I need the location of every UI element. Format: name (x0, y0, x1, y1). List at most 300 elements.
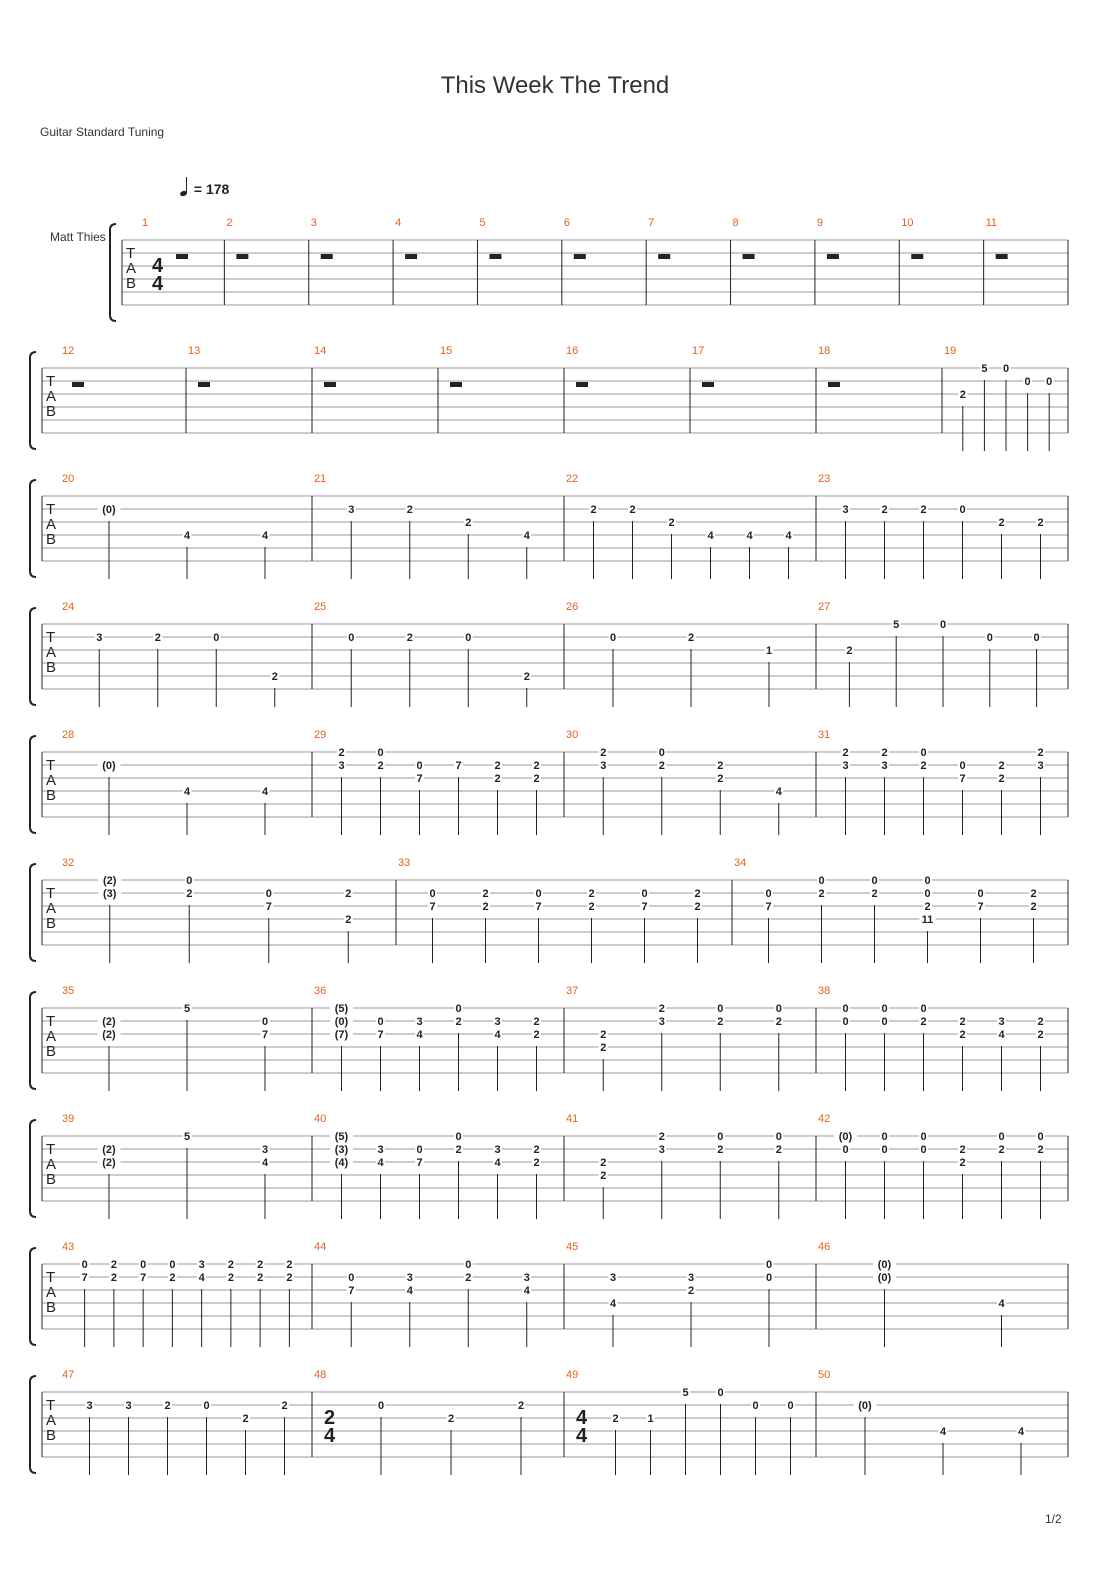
tab-clef-letter: B (46, 1171, 57, 1188)
fret-number: 2 (600, 1170, 607, 1182)
fret-number: 2 (465, 517, 472, 529)
fret-number: 7 (348, 1285, 355, 1297)
fret-number: 4 (1017, 1426, 1025, 1438)
measure-number: 40 (314, 1113, 327, 1125)
fret-number: 0 (416, 760, 423, 772)
measure-number: 50 (818, 1369, 831, 1381)
tab-clef-letter: T (46, 885, 56, 902)
time-signature-top: 2 (324, 1407, 336, 1429)
fret-number: 2 (338, 747, 345, 759)
tab-clef-letter: A (46, 388, 57, 405)
fret-number: 0 (465, 1259, 472, 1271)
whole-rest (198, 382, 210, 387)
fret-number: 2 (600, 1042, 607, 1054)
fret-number: 2 (588, 888, 595, 900)
tab-clef-letter: T (46, 1269, 56, 1286)
fret-number: 2 (169, 1272, 176, 1284)
fret-number: 3 (96, 632, 103, 644)
fret-number: 7 (959, 773, 966, 785)
fret-number: 2 (717, 1144, 724, 1156)
fret-number: 0 (787, 1400, 794, 1412)
measure-number: 31 (818, 729, 831, 741)
fret-number: 2 (871, 888, 878, 900)
measure-number: 14 (314, 345, 327, 357)
fret-number: 0 (377, 747, 384, 759)
measure-number: 38 (818, 985, 831, 997)
fret-number: 2 (533, 1157, 540, 1169)
fret-number: 0 (717, 1131, 724, 1143)
tab-clef-letter: A (46, 1156, 57, 1173)
song-title: This Week The Trend (440, 72, 670, 99)
fret-number: (2) (102, 1029, 116, 1041)
fret-number: 2 (668, 517, 675, 529)
measure-number: 47 (62, 1369, 75, 1381)
tab-clef-letter: B (46, 915, 57, 932)
fret-number: (0) (334, 1016, 349, 1028)
fret-number: 3 (338, 760, 345, 772)
tab-clef-letter: A (126, 260, 137, 277)
fret-number: 2 (406, 504, 413, 516)
fret-number: 0 (842, 1003, 849, 1015)
tab-clef-letter: B (46, 787, 57, 804)
whole-rest (576, 382, 588, 387)
fret-number: 0 (998, 1131, 1005, 1143)
tab-clef-letter: T (46, 501, 56, 518)
whole-rest (450, 382, 462, 387)
fret-number: 0 (265, 888, 272, 900)
measure-number: 35 (62, 985, 75, 997)
fret-number: 2 (533, 1029, 540, 1041)
fret-number: 0 (959, 760, 966, 772)
measure-number: 4 (395, 217, 402, 229)
fret-number: 2 (1037, 1144, 1044, 1156)
fret-number: 0 (842, 1016, 849, 1028)
measure-number: 49 (566, 1369, 579, 1381)
fret-number: 2 (959, 1016, 966, 1028)
tuning-label: Guitar Standard Tuning (40, 125, 165, 139)
fret-number: 2 (600, 1029, 607, 1041)
fret-number: 7 (429, 901, 436, 913)
tab-clef-letter: T (46, 629, 56, 646)
fret-number: 3 (523, 1272, 530, 1284)
fret-number: 2 (533, 773, 540, 785)
fret-number: 2 (406, 632, 413, 644)
time-signature-top: 4 (576, 1407, 588, 1429)
fret-number: 2 (818, 888, 825, 900)
tab-clef-letter: T (46, 757, 56, 774)
fret-number: 2 (846, 645, 853, 657)
fret-number: (2) (102, 1144, 116, 1156)
whole-rest (911, 254, 923, 259)
fret-number: (0) (858, 1400, 872, 1412)
measure-number: 15 (440, 345, 453, 357)
fret-number: 4 (494, 1157, 501, 1169)
time-signature-bottom: 4 (576, 1425, 588, 1447)
fret-number: 1 (647, 1413, 654, 1425)
fret-number: 2 (455, 1144, 462, 1156)
fret-number: 2 (1030, 901, 1037, 913)
fret-number: (2) (102, 1157, 116, 1169)
fret-number: 2 (920, 760, 927, 772)
fret-number: 3 (406, 1272, 413, 1284)
fret-number: 2 (775, 1144, 782, 1156)
fret-number: 0 (924, 875, 931, 887)
whole-rest (176, 254, 188, 259)
fret-number: 2 (588, 901, 595, 913)
fret-number: 2 (533, 760, 540, 772)
measure-number: 44 (314, 1241, 327, 1253)
fret-number: 2 (242, 1413, 249, 1425)
whole-rest (828, 382, 840, 387)
measure-number: 42 (818, 1113, 831, 1125)
fret-number: 3 (842, 760, 849, 772)
whole-rest (743, 254, 755, 259)
fret-number: 0 (377, 1400, 385, 1412)
fret-number: 0 (818, 875, 825, 887)
fret-number: 7 (377, 1029, 384, 1041)
tab-clef-letter: B (46, 531, 57, 548)
whole-rest (827, 254, 839, 259)
tab-clef-letter: B (126, 275, 137, 292)
fret-number: 2 (455, 1016, 462, 1028)
whole-rest (405, 254, 417, 259)
fret-number: 0 (81, 1259, 88, 1271)
fret-number: 3 (658, 1144, 665, 1156)
fret-number: 2 (998, 517, 1005, 529)
fret-number: 0 (920, 747, 927, 759)
whole-rest (321, 254, 333, 259)
fret-number: 0 (169, 1259, 176, 1271)
fret-number: 0 (429, 888, 436, 900)
tab-clef-letter: A (46, 516, 57, 533)
fret-number: 2 (658, 1131, 665, 1143)
whole-rest (489, 254, 501, 259)
fret-number: 4 (261, 1157, 269, 1169)
whole-rest (574, 254, 586, 259)
fret-number: 5 (183, 1003, 191, 1015)
fret-number: 0 (920, 1003, 927, 1015)
fret-number: 0 (1033, 632, 1040, 644)
fret-number: 0 (765, 1272, 773, 1284)
fret-number: 4 (775, 786, 782, 798)
fret-number: 3 (842, 504, 849, 516)
fret-number: 0 (1002, 363, 1010, 375)
track-name: Matt Thies (50, 230, 106, 244)
fret-number: 0 (1037, 1131, 1044, 1143)
fret-number: 0 (775, 1131, 782, 1143)
fret-number: 0 (775, 1003, 782, 1015)
system-bracket (30, 1120, 36, 1217)
fret-number: (7) (334, 1029, 349, 1041)
fret-number: 0 (871, 875, 878, 887)
fret-number: (0) (877, 1272, 892, 1284)
fret-number: 3 (494, 1144, 501, 1156)
fret-number: 0 (658, 747, 665, 759)
fret-number: 4 (183, 786, 191, 798)
fret-number: 4 (707, 530, 714, 542)
measure-number: 24 (62, 601, 75, 613)
measure-number: 20 (62, 473, 75, 485)
fret-number: 2 (998, 760, 1005, 772)
fret-number: 2 (842, 747, 849, 759)
measure-number: 7 (648, 217, 655, 229)
fret-number: 3 (198, 1259, 205, 1271)
tab-clef-letter: A (46, 644, 57, 661)
tab-clef-letter: T (46, 373, 56, 390)
fret-number: 7 (641, 901, 648, 913)
fret-number: 2 (377, 760, 384, 772)
fret-number: 2 (658, 1003, 665, 1015)
fret-number: 0 (140, 1259, 147, 1271)
fret-number: 4 (609, 1298, 617, 1310)
fret-number: 2 (533, 1016, 540, 1028)
fret-number: 0 (609, 632, 617, 644)
fret-number: 3 (125, 1400, 132, 1412)
fret-number: 0 (924, 888, 931, 900)
fret-number: 0 (752, 1400, 759, 1412)
fret-number: 0 (455, 1003, 462, 1015)
fret-number: 4 (998, 1029, 1005, 1041)
fret-number: 2 (717, 1016, 724, 1028)
measure-number: 37 (566, 985, 579, 997)
fret-number: 0 (348, 1272, 355, 1284)
measure-number: 30 (566, 729, 579, 741)
fret-number: 4 (416, 1029, 423, 1041)
fret-number: 0 (717, 1387, 724, 1399)
fret-number: 2 (257, 1259, 264, 1271)
fret-number: 0 (186, 875, 193, 887)
time-signature-bottom: 4 (324, 1425, 336, 1447)
fret-number: 0 (203, 1400, 210, 1412)
measure-number: 34 (734, 857, 747, 869)
tab-clef-letter: T (126, 245, 136, 262)
fret-number: 4 (523, 1285, 530, 1297)
whole-rest (72, 382, 84, 387)
fret-number: 2 (1037, 1029, 1044, 1041)
fret-number: 0 (881, 1131, 888, 1143)
fret-number: 0 (920, 1144, 927, 1156)
measure-number: 8 (732, 217, 739, 229)
fret-number: 4 (261, 786, 269, 798)
tab-clef-letter: B (46, 1427, 57, 1444)
fret-number: 2 (110, 1272, 117, 1284)
fret-number: 5 (981, 363, 988, 375)
fret-number: 2 (959, 1029, 966, 1041)
fret-number: 2 (1037, 517, 1044, 529)
fret-number: 3 (416, 1016, 423, 1028)
fret-number: (0) (102, 760, 116, 772)
fret-number: 3 (1037, 760, 1044, 772)
fret-number: 7 (81, 1272, 88, 1284)
fret-number: 0 (986, 632, 993, 644)
system-bracket (30, 1248, 36, 1345)
fret-number: 4 (198, 1272, 205, 1284)
fret-number: 2 (281, 1400, 288, 1412)
whole-rest (702, 382, 714, 387)
measure-number: 17 (692, 345, 705, 357)
fret-number: 0 (1046, 376, 1053, 388)
fret-number: 2 (600, 1157, 607, 1169)
measure-number: 6 (563, 217, 570, 229)
measure-number: 19 (944, 345, 957, 357)
fret-number: 11 (921, 914, 934, 926)
measure-number: 23 (818, 473, 831, 485)
time-signature-bottom: 4 (152, 273, 164, 295)
system-bracket (30, 1376, 36, 1473)
fret-number: 7 (261, 1029, 269, 1041)
measure-number: 25 (314, 601, 327, 613)
fret-number: 2 (257, 1272, 264, 1284)
measure-number: 48 (314, 1369, 327, 1381)
measure-number: 3 (310, 217, 317, 229)
fret-number: (3) (334, 1144, 349, 1156)
fret-number: 2 (227, 1259, 234, 1271)
fret-number: 0 (535, 888, 542, 900)
fret-number: 2 (447, 1413, 455, 1425)
fret-number: 2 (227, 1272, 234, 1284)
fret-number: 3 (881, 760, 888, 772)
whole-rest (236, 254, 248, 259)
fret-number: 2 (482, 888, 489, 900)
fret-number: 7 (455, 760, 462, 772)
fret-number: 0 (348, 632, 355, 644)
fret-number: 2 (286, 1259, 293, 1271)
fret-number: 0 (641, 888, 648, 900)
fret-number: 4 (494, 1029, 501, 1041)
whole-rest (658, 254, 670, 259)
fret-number: 0 (765, 888, 772, 900)
fret-number: 2 (154, 632, 161, 644)
tab-clef-letter: A (46, 1412, 57, 1429)
fret-number: 2 (959, 1144, 966, 1156)
measure-number: 28 (62, 729, 75, 741)
measure-number: 9 (816, 217, 824, 229)
measure-number: 2 (226, 217, 233, 229)
fret-number: 2 (717, 760, 724, 772)
tab-clef-letter: A (46, 772, 57, 789)
fret-number: (4) (334, 1157, 349, 1169)
measure-number: 36 (314, 985, 327, 997)
fret-number: 3 (261, 1144, 269, 1156)
fret-number: 3 (86, 1400, 93, 1412)
whole-rest (324, 382, 336, 387)
fret-number: 2 (517, 1400, 525, 1412)
fret-number: 2 (271, 671, 278, 683)
fret-number: 7 (416, 773, 423, 785)
fret-number: (0) (838, 1131, 853, 1143)
fret-number: 3 (377, 1144, 384, 1156)
tab-clef-letter: T (46, 1141, 56, 1158)
fret-number: 7 (140, 1272, 147, 1284)
fret-number: (2) (102, 1016, 116, 1028)
fret-number: 2 (494, 773, 501, 785)
fret-number: 2 (612, 1413, 619, 1425)
fret-number: 4 (406, 1285, 413, 1297)
fret-number: 7 (535, 901, 542, 913)
fret-number: 4 (746, 530, 753, 542)
fret-number: 3 (494, 1016, 501, 1028)
fret-number: 2 (629, 504, 636, 516)
fret-number: 3 (348, 504, 355, 516)
page-number: 1/2 (1045, 1512, 1062, 1526)
measure-number: 22 (566, 473, 579, 485)
fret-number: 0 (465, 632, 472, 644)
fret-number: 0 (920, 1131, 927, 1143)
fret-number: 0 (717, 1003, 724, 1015)
fret-number: 2 (998, 1144, 1005, 1156)
fret-number: 2 (694, 901, 701, 913)
fret-number: 7 (977, 901, 984, 913)
fret-number: 2 (1037, 1016, 1044, 1028)
fret-number: 0 (881, 1144, 888, 1156)
fret-number: 5 (682, 1387, 689, 1399)
tab-clef-letter: B (46, 1299, 57, 1316)
measure-number: 12 (62, 345, 75, 357)
fret-number: 2 (1030, 888, 1037, 900)
fret-number: 0 (261, 1016, 269, 1028)
fret-number: 1 (765, 645, 773, 657)
fret-number: 3 (687, 1272, 695, 1284)
time-signature-top: 4 (152, 255, 164, 277)
measure-number: 46 (818, 1241, 831, 1253)
fret-number: 2 (533, 1144, 540, 1156)
fret-number: 2 (881, 504, 888, 516)
tab-clef-letter: A (46, 900, 57, 917)
fret-number: 0 (881, 1003, 888, 1015)
fret-number: 2 (694, 888, 701, 900)
tab-clef-letter: T (46, 1397, 56, 1414)
measure-number: 41 (566, 1113, 579, 1125)
fret-number: 2 (924, 901, 931, 913)
fret-number: 4 (183, 530, 191, 542)
fret-number: 2 (717, 773, 724, 785)
whole-rest (996, 254, 1008, 259)
fret-number: 3 (600, 760, 607, 772)
measure-number: 13 (188, 345, 201, 357)
measure-number: 39 (62, 1113, 75, 1125)
fret-number: 2 (482, 901, 489, 913)
fret-number: 0 (959, 504, 966, 516)
tab-clef-letter: B (46, 403, 57, 420)
system-bracket (30, 992, 36, 1089)
system-bracket (30, 864, 36, 961)
measure-number: 21 (314, 473, 327, 485)
fret-number: 2 (465, 1272, 472, 1284)
fret-number: 2 (345, 888, 352, 900)
fret-number: 0 (765, 1259, 773, 1271)
fret-number: 2 (881, 747, 888, 759)
measure-number: 26 (566, 601, 579, 613)
fret-number: (0) (102, 504, 116, 516)
fret-number: (0) (877, 1259, 892, 1271)
fret-number: 2 (494, 760, 501, 772)
tab-clef-letter: T (46, 1013, 56, 1030)
fret-number: 0 (455, 1131, 462, 1143)
measure-number: 1 (142, 217, 149, 229)
fret-number: 2 (920, 504, 927, 516)
fret-number: 2 (959, 389, 966, 401)
fret-number: 3 (609, 1272, 617, 1284)
measure-number: 29 (314, 729, 327, 741)
system-bracket (30, 736, 36, 833)
tab-clef-letter: B (46, 1043, 57, 1060)
measure-number: 45 (566, 1241, 579, 1253)
fret-number: 0 (977, 888, 984, 900)
fret-number: (5) (334, 1131, 349, 1143)
measure-number: 18 (818, 345, 831, 357)
fret-number: 5 (893, 619, 900, 631)
measure-number: 43 (62, 1241, 75, 1253)
